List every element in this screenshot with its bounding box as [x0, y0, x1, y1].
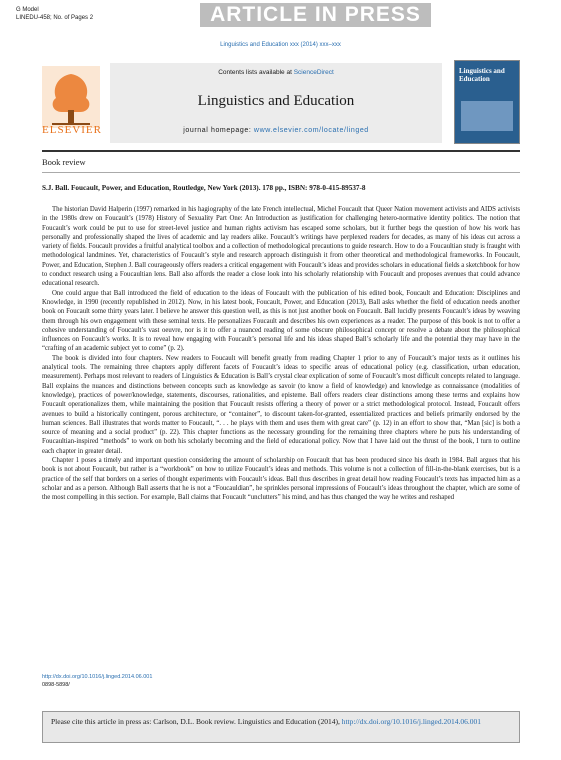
- journal-title: Linguistics and Education: [197, 93, 355, 109]
- cite-box: [42, 711, 520, 743]
- sciencedirect-link[interactable]: ScienceDirect: [293, 69, 334, 76]
- gmodel-label: G Model: [16, 7, 39, 13]
- homepage-prefix: journal homepage:: [183, 127, 254, 134]
- homepage-line: [110, 127, 442, 134]
- manuscript-ref: LINEDU-458; No. of Pages 2: [16, 15, 94, 21]
- issn-line: 0898-5898/: [42, 682, 70, 688]
- journal-info-box: [110, 63, 442, 143]
- paragraph-4: Chapter 1 poses a timely and important question considering the amount of scholarship on Foucault that has been produced since his death in 1984. Ball argues that his book is not about Foucault, but rather is a “workbook” on how to utilize Foucault’s ideas and methods. This volume is not a collection of fill-in-the-blank exercises, but is a practice of the self that borders on a series of thought experiments with Foucault’s ideas. Ball thus describes in great detail how reading Foucault’s texts has impacted him as a scholar and as a person. Although Ball asserts that he is not a “Foucauldian”, he sprinkles personal impressions of Foucault’s ideas throughout the chapter, which are some of the most compelling in this section. For example, Ball claims that Foucault “unclutters” his mind, and has thus changed the way he writes and reshaped: [42, 457, 520, 502]
- article-in-press-banner: ARTICLE IN PRESS: [200, 3, 431, 27]
- journal-volume-line[interactable]: Linguistics and Education xxx (2014) xxx–xxx: [220, 42, 341, 48]
- journal-header: [42, 60, 520, 146]
- contents-prefix: Contents lists available at: [218, 69, 294, 76]
- top-bar: [0, 0, 561, 40]
- article-body: [42, 205, 520, 503]
- model-info: [16, 6, 93, 22]
- section-divider: [42, 172, 520, 173]
- book-citation: S.J. Ball. Foucault, Power, and Education, Routledge, New York (2013). 178 pp., ISBN: 978-0-415-89537-8: [42, 184, 366, 192]
- doi-link[interactable]: http://dx.doi.org/10.1016/j.linged.2014.06.001: [42, 674, 153, 680]
- homepage-link[interactable]: www.elsevier.com/locate/linged: [253, 127, 369, 134]
- paragraph-1: The historian David Halperin (1997) remarked in his hagiography of the late French intellectual, Michel Foucault that Queer Nation movement activists and AIDS activists in the 1980s drew on Foucault’s (1978) History of Sexuality Part One: An Introduction as justification for challenging hetero-normative identity politics. The notion that Foucault’s work could be put to use for street-level justice and human rights activism has escaped some scholars, but it further begs the question of how his work has personally and professionally shaped the lives of academic and lay readers alike. Foucault’s writings have perplexed readers for decades, as many of his ideas cut across a variety of fields. Foucault provides a fruitful analytical toolbox and a collection of methodological precautions to guide research. How to do a Foucaultian study is fraught with methodological landmines. Yet, characteristics of Foucault’s style and research approach distinguish it from other theoretical and methodological frameworks. In Foucault, Power, and Education, Stephen J. Ball courageously offers readers a critical engagement with Foucault’s ideas and provides scholars in educational fields a sketchbook for how to conduct research using a Foucaultian lens. Ball also affords the reader a close look into his scholarly relationship with Foucault and proposes avenues that could advance educational research.: [42, 206, 520, 288]
- journal-cover-image: [454, 60, 520, 144]
- paragraph-3: The book is divided into four chapters. New readers to Foucault will benefit greatly from reading Chapter 1 prior to any of Foucault’s major texts as it outlines his analytical tools. The remaining three chapters apply different facets of Foucault’s ideas to specific areas of educational policy (e.g. classification, urban education, measurement). Perhaps most relevant to readers of Linguistics & Education is Ball’s crystal clear explication of some of Foucault’s most difficult concepts related to language. Ball explains the nuances and distinctions between concepts such as knowledge as savoir (to know a field of knowledge) and knowledge as connaissance (modalities of knowledge), practices of power/knowledge, statements, discourses, rationalities, and episteme. Ball offers readers clear distinctions among these terms and explains how Foucault operationalizes them, while maintaining the position that Foucault resists offering a theory of power or a strict methodological protocol. Instead, Foucault offers avenues to build a historically contingent, porous architecture, or “container”, to discount taken-for-granted, essentialized practices and beliefs primarily endorsed by the human sciences. Ball illustrates that words matter to Foucault, “. . . he plays with them and uses them with great care” (p. 12) in an effort to show that, “Man [sic] is both a source of meaning and a social product” (p. 22). This chapter functions as the necessary grounding for the remaining three chapters where he puts his understanding of Foucaultian-inspired “methods” to work on both his scholarly becoming and the field of educational policy. Now that I have laid out the thrust of the book, I turn to outline each chapter in greater detail.: [42, 354, 520, 455]
- cite-doi-link[interactable]: http://dx.doi.org/10.1016/j.linged.2014.06.001: [341, 717, 481, 726]
- contents-line: [110, 69, 442, 76]
- cover-graphic: [461, 101, 513, 131]
- header-divider: [42, 150, 520, 152]
- paragraph-2: One could argue that Ball introduced the field of education to the ideas of Foucault with the publication of his edited book, Foucault and Education: Disciplines and Knowledge, in 1990 (recently republished in 2012). Now, in his latest book, Foucault, Power, and Education (2013), Ball asks whether the field of education needs another book on Foucault some thirty years later. I believe he answer this question well, as this is not just another book on Foucault. Ball lucidly presents Foucault’s ideas by weaving them through his own engagement with these seminal texts. He personalizes Foucault and describes his own experiences as a reader. The purpose of this book is not to offer a cohesive understanding of Foucault’s vast oeuvre, nor is it to offer a nuanced reading of some obscure philosophical concept or resolve a debate about the philosophical influences on Foucault’s works. It is to reveal how engaging with Foucault’s personal life and his ideas shaped Ball’s scholarly life and the potential they may have in the “crafting of an academic subject yet to come” (p. 2).: [42, 289, 520, 353]
- cover-title: Linguistics and Education: [459, 67, 505, 83]
- publisher-name: ELSEVIER: [42, 124, 102, 136]
- section-label: Book review: [42, 157, 86, 167]
- cite-text: Please cite this article in press as: Carlson, D.L. Book review. Linguistics and Education (2014),: [51, 717, 340, 726]
